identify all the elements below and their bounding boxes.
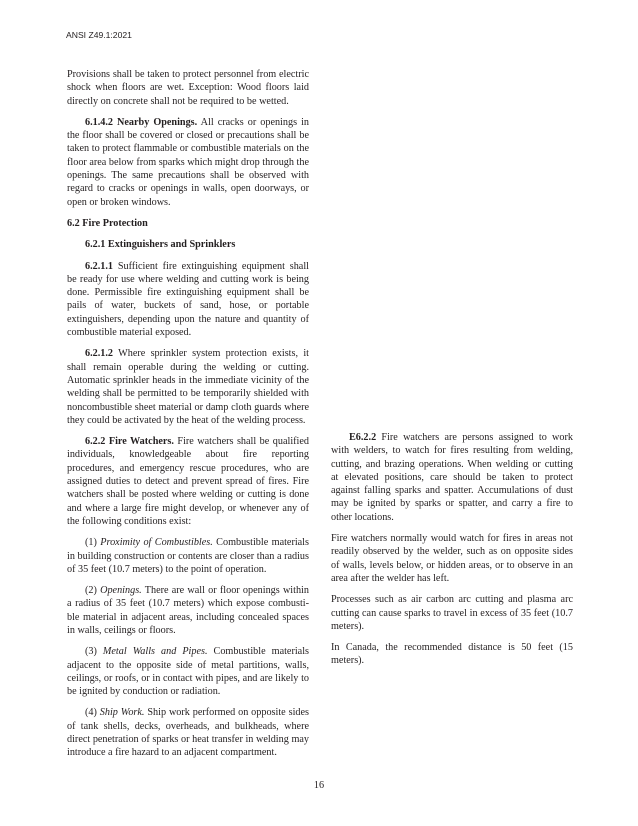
condition-title: Ship Work. (99, 707, 145, 719)
paragraph-spark-distance: Processes such as air carbon arc cutting and plasma arc cutting can cause sparks to travel in excess of 35 feet (10.7 meters). (331, 594, 573, 632)
heading-6-2-1: 6.2.1 Extinguishers and Sprinklers (85, 239, 236, 251)
condition-number: (1) (85, 537, 101, 549)
section-text: Fire watchers are persons assigned to work with welders, to watch for fires resulting from welding, cutting, and brazing operations. When welding or cutting at elevated positions, care should be taken to protect against falling sparks and spatter. Accumulations of dust may be ignited by sparks or spatter, and carry a fire to other locations. (331, 432, 573, 523)
heading-6-2: 6.2 Fire Protection (67, 217, 148, 229)
section-6-1-4-2 (67, 116, 309, 209)
condition-number: (3) (85, 646, 103, 658)
section-6-2-2 (67, 435, 309, 528)
condition-text: Combustible materials in building construction or contents are closer than a radius of 35 feet (10.7 meters) to the point of operation. (67, 537, 309, 575)
condition-3 (67, 645, 309, 698)
section-number: 6.2.2 Fire Watchers. (85, 436, 174, 448)
paragraph-wet-floors: Provisions shall be taken to protect personnel from electric shock when floors are wet. Exception: Wood floors laid directly on concrete shall not be required to be wetted. (67, 69, 309, 107)
condition-1 (67, 536, 309, 576)
section-6-2-1-1 (67, 260, 309, 340)
section-number: 6.1.4.2 Nearby Openings. (85, 116, 198, 128)
paragraph-canada: In Canada, the recommended distance is 50 feet (15 meters). (331, 642, 573, 667)
condition-title: Openings. (100, 585, 142, 597)
section-6-2-1-2 (67, 347, 309, 427)
condition-number: (4) (85, 707, 100, 719)
condition-text: Ship work performed on opposite sides of tank shells, decks, overheads, and bulkheads, where direct penetration of sparks or heat transfer in welding may introduce a fire hazard to an adjacent compartment. (67, 707, 309, 759)
left-column (67, 68, 309, 768)
explanatory-e6-2-2 (331, 431, 573, 524)
condition-text: Combustible materials adjacent to the opposite side of metal partitions, walls, ceilings, or roofs, or in contact with pipes, and are likely to be ignited by conduction or radiation. (67, 646, 309, 698)
section-number: 6.2.1.1 (85, 260, 114, 272)
condition-text: There are wall or floor openings within a radius of 35 feet (10.7 meters) which expose combusti-ble material in adjacent areas, including concealed spaces in walls, ceilings or floors. (67, 585, 309, 636)
paragraph-fire-watch-areas: Fire watchers normally would watch for fires in areas not readily observed by the welder, such as on opposite sides of walls, levels below, or hidden areas, or to observe in an area after the welder has left. (331, 533, 573, 584)
page-header: ANSI Z49.1:2021 (66, 30, 132, 40)
condition-title: Metal Walls and Pipes. (102, 646, 208, 658)
condition-4 (67, 706, 309, 759)
section-text: Sufficient fire extinguishing equipment shall be ready for use where welding and cutting work is being done. Permissible fire extinguishing equipment shall be pails of water, buckets of sand, hose, or portable extinguishers, depending upon the nature and quantity of combustible material exposed. (67, 260, 309, 339)
right-column-explanatory (331, 431, 573, 676)
section-text: Where sprinkler system protection exists, it shall remain operable during the welding or cutting. Automatic sprinkler heads in the immediate vicinity of the welding shall be permitted to be temporarily shielded with noncombustible sheet material or damp cloth guards where they could be activated by the heat of the welding process. (67, 348, 309, 426)
section-text: All cracks or openings in the floor shall be covered or closed or precautions shall be taken to protect flammable or combustible materials on the floor area below from sparks which might drop through the openings. The same precautions shall be observed with regard to cracks or openings in walls, open doorways, or open or broken windows. (67, 116, 309, 208)
condition-2 (67, 584, 309, 637)
page-number: 16 (313, 780, 325, 791)
section-number: E6.2.2 (349, 432, 377, 443)
condition-title: Proximity of Combustibles. (100, 537, 213, 549)
section-text: Fire watchers shall be qualified individuals, knowledgeable about fire reporting procedures, and emergency rescue procedures, who are assigned duties to detect and prevent spread of fires. Fire watchers shall be posted where welding or cutting is done and where a large fire might develop, or whenever any of the following conditions exist: (67, 436, 309, 527)
section-number: 6.2.1.2 (85, 348, 114, 360)
condition-number: (2) (85, 585, 101, 597)
